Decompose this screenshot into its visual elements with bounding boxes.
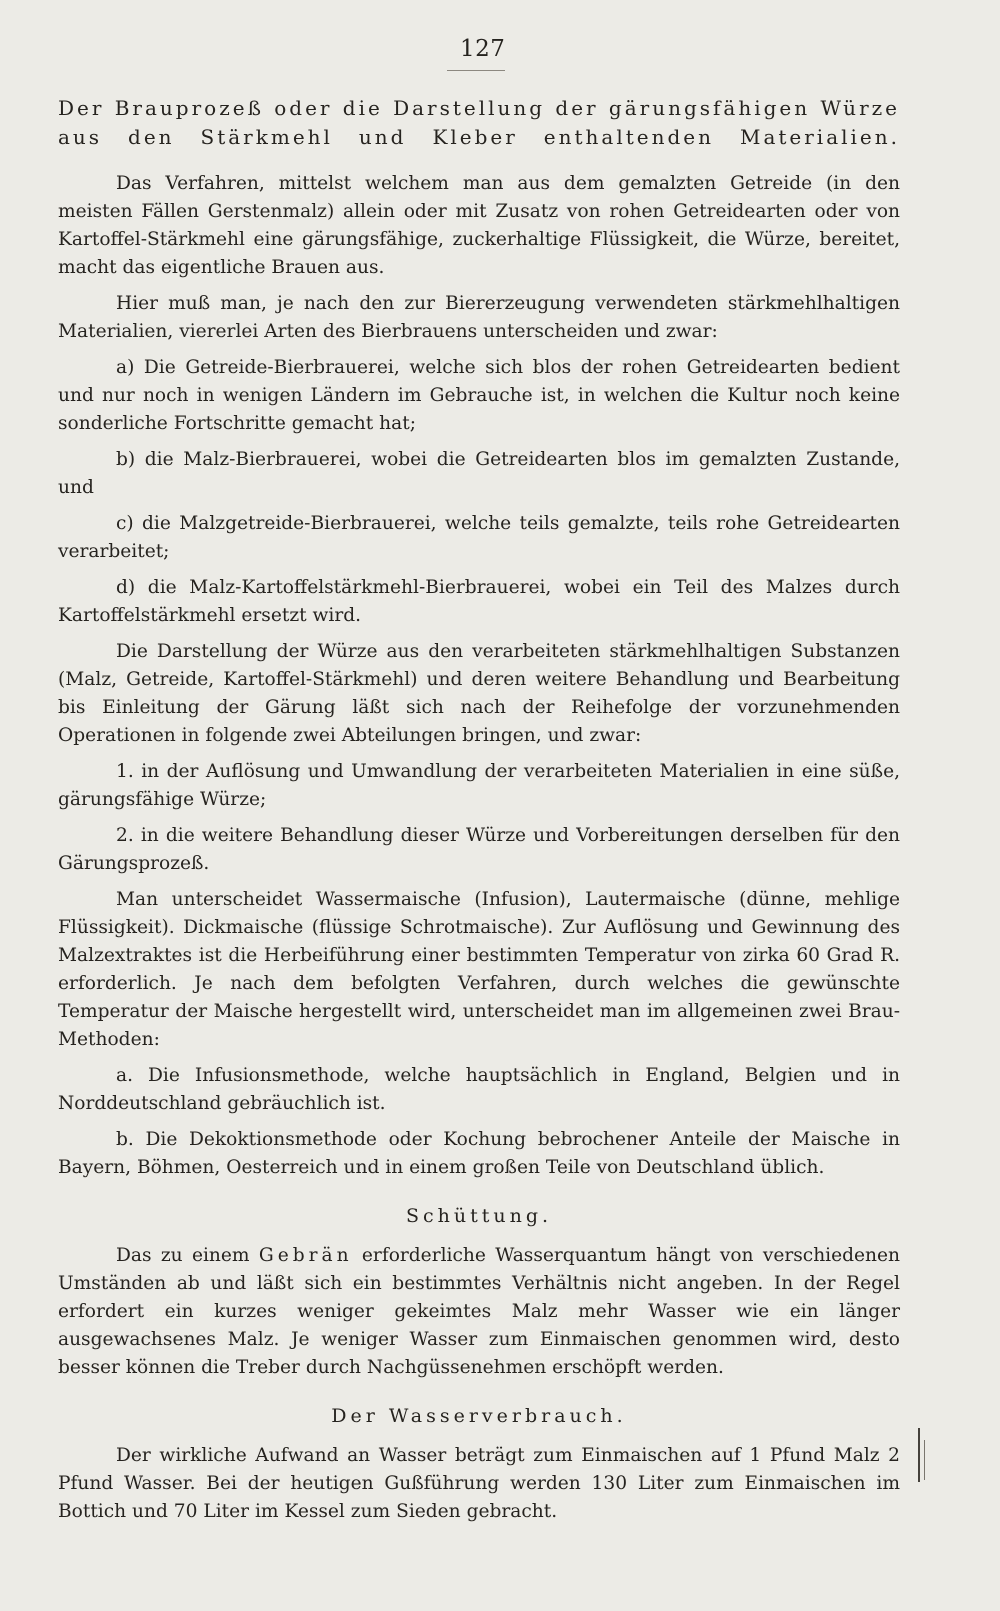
paragraph-maische-arten: Man unterscheidet Wassermaische (Infusion), Lautermaische (dünne, mehlige Flüssigkeit). Dickmaische (flüssige Schrotmaische). Zur Auflösung und Gewinnung des Malzextraktes ist die Herbeiführung einer bestimmten Temperatur von zirka 60 Grad R. erforderlich. Je nach dem befolgten Verfahren, durch welches die gewünschte Temperatur der Maische hergestellt wird, unterscheidet man im allgemeinen zwei Brau-Methoden: [58, 889, 900, 1050]
paragraph-schuettung [58, 1242, 900, 1382]
list-item-getreide-bierbrauerei: a) Die Getreide-Bierbrauerei, welche sich blos der rohen Getreidearten bedient und nur noch in wenigen Ländern im Gebrauche ist, in welchen die Kultur noch keine sonderliche Fortschritte gemacht hat; [58, 357, 900, 434]
chapter-title-line-2: aus den Stärkmehl und Kleber enthaltenden Materialien. [58, 125, 900, 149]
page-number: 127 [460, 36, 506, 62]
margin-mark [918, 1428, 920, 1482]
list-item-dekoktionsmethode: b. Die Dekoktionsmethode oder Kochung bebrochener Anteile der Maische in Bayern, Böhmen, Oesterreich und in einem großen Teile von Deutschland üblich. [58, 1129, 900, 1178]
page-body [58, 170, 900, 1534]
section-heading-schuettung: Schüttung. [405, 1205, 553, 1227]
list-item-malz-kartoffel-bierbrauerei: d) die Malz-Kartoffelstärkmehl-Bierbrauerei, wobei ein Teil des Malzes durch Kartoffelstärkmehl ersetzt wird. [58, 577, 900, 626]
list-item-aufloesung: 1. in der Auflösung und Umwandlung der verarbeiteten Materialien in eine süße, gärungsfähige Würze; [58, 761, 900, 810]
paragraph-brauen-definition: Das Verfahren, mittelst welchem man aus dem gemalzten Getreide (in den meisten Fällen Gerstenmalz) allein oder mit Zusatz von rohen Getreidearten oder von Kartoffel-Stärkmehl eine gärungsfähige, zuckerhaltige Flüssigkeit, die Würze, bereitet, macht das eigentliche Brauen aus. [58, 173, 900, 278]
schuettung-emphasis: Gebrän [258, 1245, 353, 1266]
schuettung-text-after: erforderliche Wasserquantum hängt von verschiedenen Umständen ab und läßt sich ein bestimmtes Verhältnis nicht angeben. In der Regel erfordert ein kurzes weniger gekeimtes Malz mehr Wasser wie ein länger ausgewachsenes Malz. Je weniger Wasser zum Einmaischen genommen wird, desto besser können die Treber durch Nachgüssenehmen erschöpft werden. [58, 1245, 900, 1378]
list-item-malz-bierbrauerei: b) die Malz-Bierbrauerei, wobei die Getreidearten blos im gemalzten Zustande, und [58, 449, 900, 498]
list-item-malzgetreide-bierbrauerei: c) die Malzgetreide-Bierbrauerei, welche teils gemalzte, teils rohe Getreidearten verarbeitet; [58, 513, 900, 562]
margin-mark-secondary [924, 1440, 925, 1480]
paragraph-darstellung-der-wuerze: Die Darstellung der Würze aus den verarbeiteten stärkmehlhaltigen Substanzen (Malz, Getreide, Kartoffel-Stärkmehl) und deren weitere Behandlung und Bearbeitung bis Einleitung der Gärung läßt sich nach der Reihefolge der vorzunehmenden Operationen in folgende zwei Abteilungen bringen, und zwar: [58, 641, 900, 746]
page-number-rule [447, 70, 505, 71]
schuettung-text-before: Das zu einem [116, 1245, 259, 1266]
paragraph-bierbrauen-arten: Hier muß man, je nach den zur Biererzeugung verwendeten stärkmehlhaltigen Materialien, viererlei Arten des Bierbrauens unterscheiden und zwar: [58, 293, 900, 342]
chapter-title [58, 94, 900, 152]
paragraph-wasserverbrauch: Der wirkliche Aufwand an Wasser beträgt zum Einmaischen auf 1 Pfund Malz 2 Pfund Wasser. Bei der heutigen Gußführung werden 130 Liter zum Einmaischen im Bottich und 70 Liter im Kessel zum Sieden gebracht. [58, 1445, 900, 1522]
list-item-weitere-behandlung: 2. in die weitere Behandlung dieser Würze und Vorbereitungen derselben für den Gärungsprozeß. [58, 825, 900, 874]
chapter-title-line-1: Der Brauprozeß oder die Darstellung der gärungsfähigen Würze [58, 96, 900, 120]
list-item-infusionsmethode: a. Die Infusionsmethode, welche hauptsächlich in England, Belgien und in Norddeutschland gebräuchlich ist. [58, 1065, 900, 1114]
section-heading-wasserverbrauch: Der Wasserverbrauch. [331, 1405, 627, 1427]
